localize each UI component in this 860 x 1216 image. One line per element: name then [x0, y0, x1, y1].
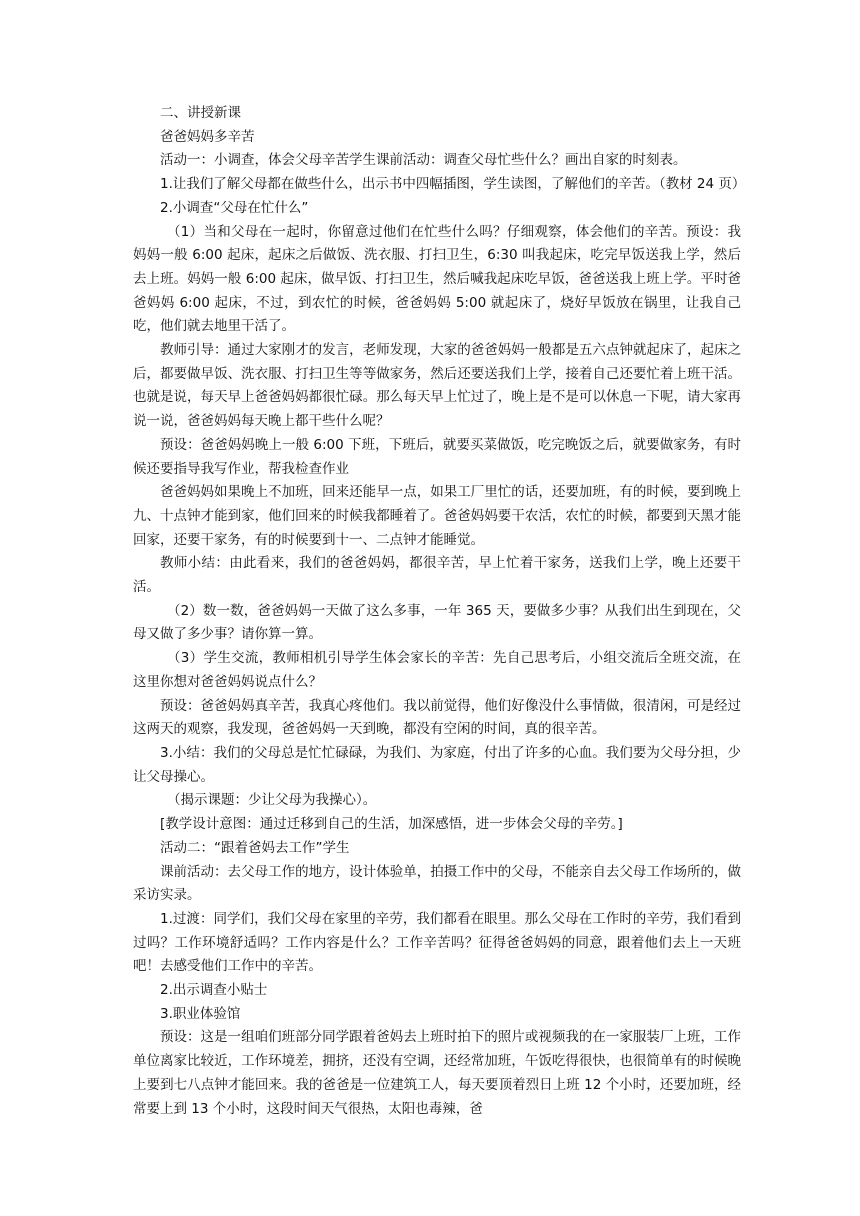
paragraph: 预设：爸爸妈妈真辛苦，我真心疼他们。我以前觉得，他们好像没什么事情做，很清闲，可是经过这两天的观察，我发现，爸爸妈妈一天到晚，都没有空闲的时间，真的很辛苦。 [133, 697, 741, 738]
paragraph: 课前活动：去父母工作的地方，设计体验单，拍摄工作中的父母，不能亲自去父母工作场所的，做采访实录。 [133, 863, 741, 904]
paragraph: （1）当和父母在一起时，你留意过他们在忙些什么吗？仔细观察，体会他们的辛苦。预设：我妈妈一般 6:00 起床，起床之后做饭、洗衣服、打扫卫生，6:30 叫我起床，吃完早饭送我上学，然后去上班。妈妈一般 6:00 起床，做早饭、打扫卫生，然后喊我起床吃早饭，爸爸送我上班上学。平时爸爸妈妈 6:00 起床，不过，到农忙的时候，爸爸妈妈 5:00 就起床了，烧好早饭放在锅里，让我自己吃，他们就去地里干活了。 [133, 223, 741, 335]
activity-two-heading: 活动二：“跟着爸妈去工作”学生 [160, 839, 350, 856]
design-intent-note: [教学设计意图：通过迁移到自己的生活，加深感悟，进一步体会父母的辛劳。] [160, 816, 623, 833]
paragraph: 教师小结：由此看来，我们的爸爸妈妈，都很辛苦，早上忙着干家务，送我们上学，晚上还要干活。 [133, 555, 741, 596]
paragraph: （3）学生交流，教师相机引导学生体会家长的辛苦：先自己思考后，小组交流后全班交流，在这里你想对爸爸妈妈说点什么？ [133, 650, 741, 690]
document-body [133, 102, 746, 1121]
section-heading: 二、讲授新课 [160, 105, 241, 121]
paragraph: 2.小调查“父母在忙什么” [160, 199, 309, 216]
paragraph: 预设：这是一组咱们班部分同学跟着爸妈去上班时拍下的照片或视频我的在一家服装厂上班，工作单位离家比较近，工作环境差，拥挤，还没有空调，还经常加班，午饭吃得很快，也很简单有的时候晚上要到七八点钟才能回来。我的爸爸是一位建筑工人，每天要顶着烈日上班 12 个小时，还要加班，经常要上到 13 个小时，这段时间天气很热，太阳也毒辣，爸 [133, 1029, 741, 1117]
paragraph: 教师引导：通过大家刚才的发言，老师发现，大家的爸爸妈妈一般都是五六点钟就起床了，起床之后，都要做早饭、洗衣服、打扫卫生等等做家务，然后还要送我们上学，接着自己还要忙着上班干活。也就是说，每天早上爸爸妈妈都很忙碌。那么每天早上忙过了，晚上是不是可以休息一下呢，请大家再说一说，爸爸妈妈每天晚上都干些什么呢？ [133, 342, 741, 430]
paragraph: 2.出示调查小贴士 [160, 982, 268, 999]
lesson-title: 爸爸妈妈多辛苦 [160, 128, 255, 145]
paragraph: 3.职业体验馆 [160, 1005, 241, 1022]
paragraph: 1.过渡：同学们，我们父母在家里的辛劳，我们都看在眼里。那么父母在工作时的辛劳，我们看到过吗？工作环境舒适吗？工作内容是什么？工作辛苦吗？征得爸爸妈妈的同意，跟着他们去上一天班吧！去感受他们工作中的辛苦。 [133, 910, 741, 975]
paragraph: 3.小结：我们的父母总是忙忙碌碌，为我们、为家庭，付出了许多的心血。我们要为父母分担，少让父母操心。 [133, 744, 741, 785]
paragraph: （揭示课题：少让父母为我操心）。 [167, 792, 377, 809]
activity-one-heading: 活动一：小调查，体会父母辛苦学生课前活动：调查父母忙些什么？画出自家的时刻表。 [160, 152, 687, 169]
paragraph: 爸爸妈妈如果晚上不加班，回来还能早一点，如果工厂里忙的话，还要加班，有的时候，要到晚上九、十点钟才能到家，他们回来的时候我都睡着了。爸爸妈妈要干农活，农忙的时候，都要到天黑才能回家，还要干家务，有的时候要到十一、二点钟才能睡觉。 [133, 484, 741, 548]
paragraph: 1.让我们了解父母都在做些什么，出示书中四幅插图，学生读图，了解他们的辛苦。（教材 24 页） [160, 176, 746, 193]
paragraph: （2）数一数，爸爸妈妈一天做了这么多事，一年 365 天，要做多少事？从我们出生到现在，父母又做了多少事？请你算一算。 [133, 602, 741, 643]
paragraph: 预设：爸爸妈妈晚上一般 6:00 下班，下班后，就要买菜做饭，吃完晚饭之后，就要做家务，有时候还要指导我写作业，帮我检查作业 [133, 436, 741, 477]
